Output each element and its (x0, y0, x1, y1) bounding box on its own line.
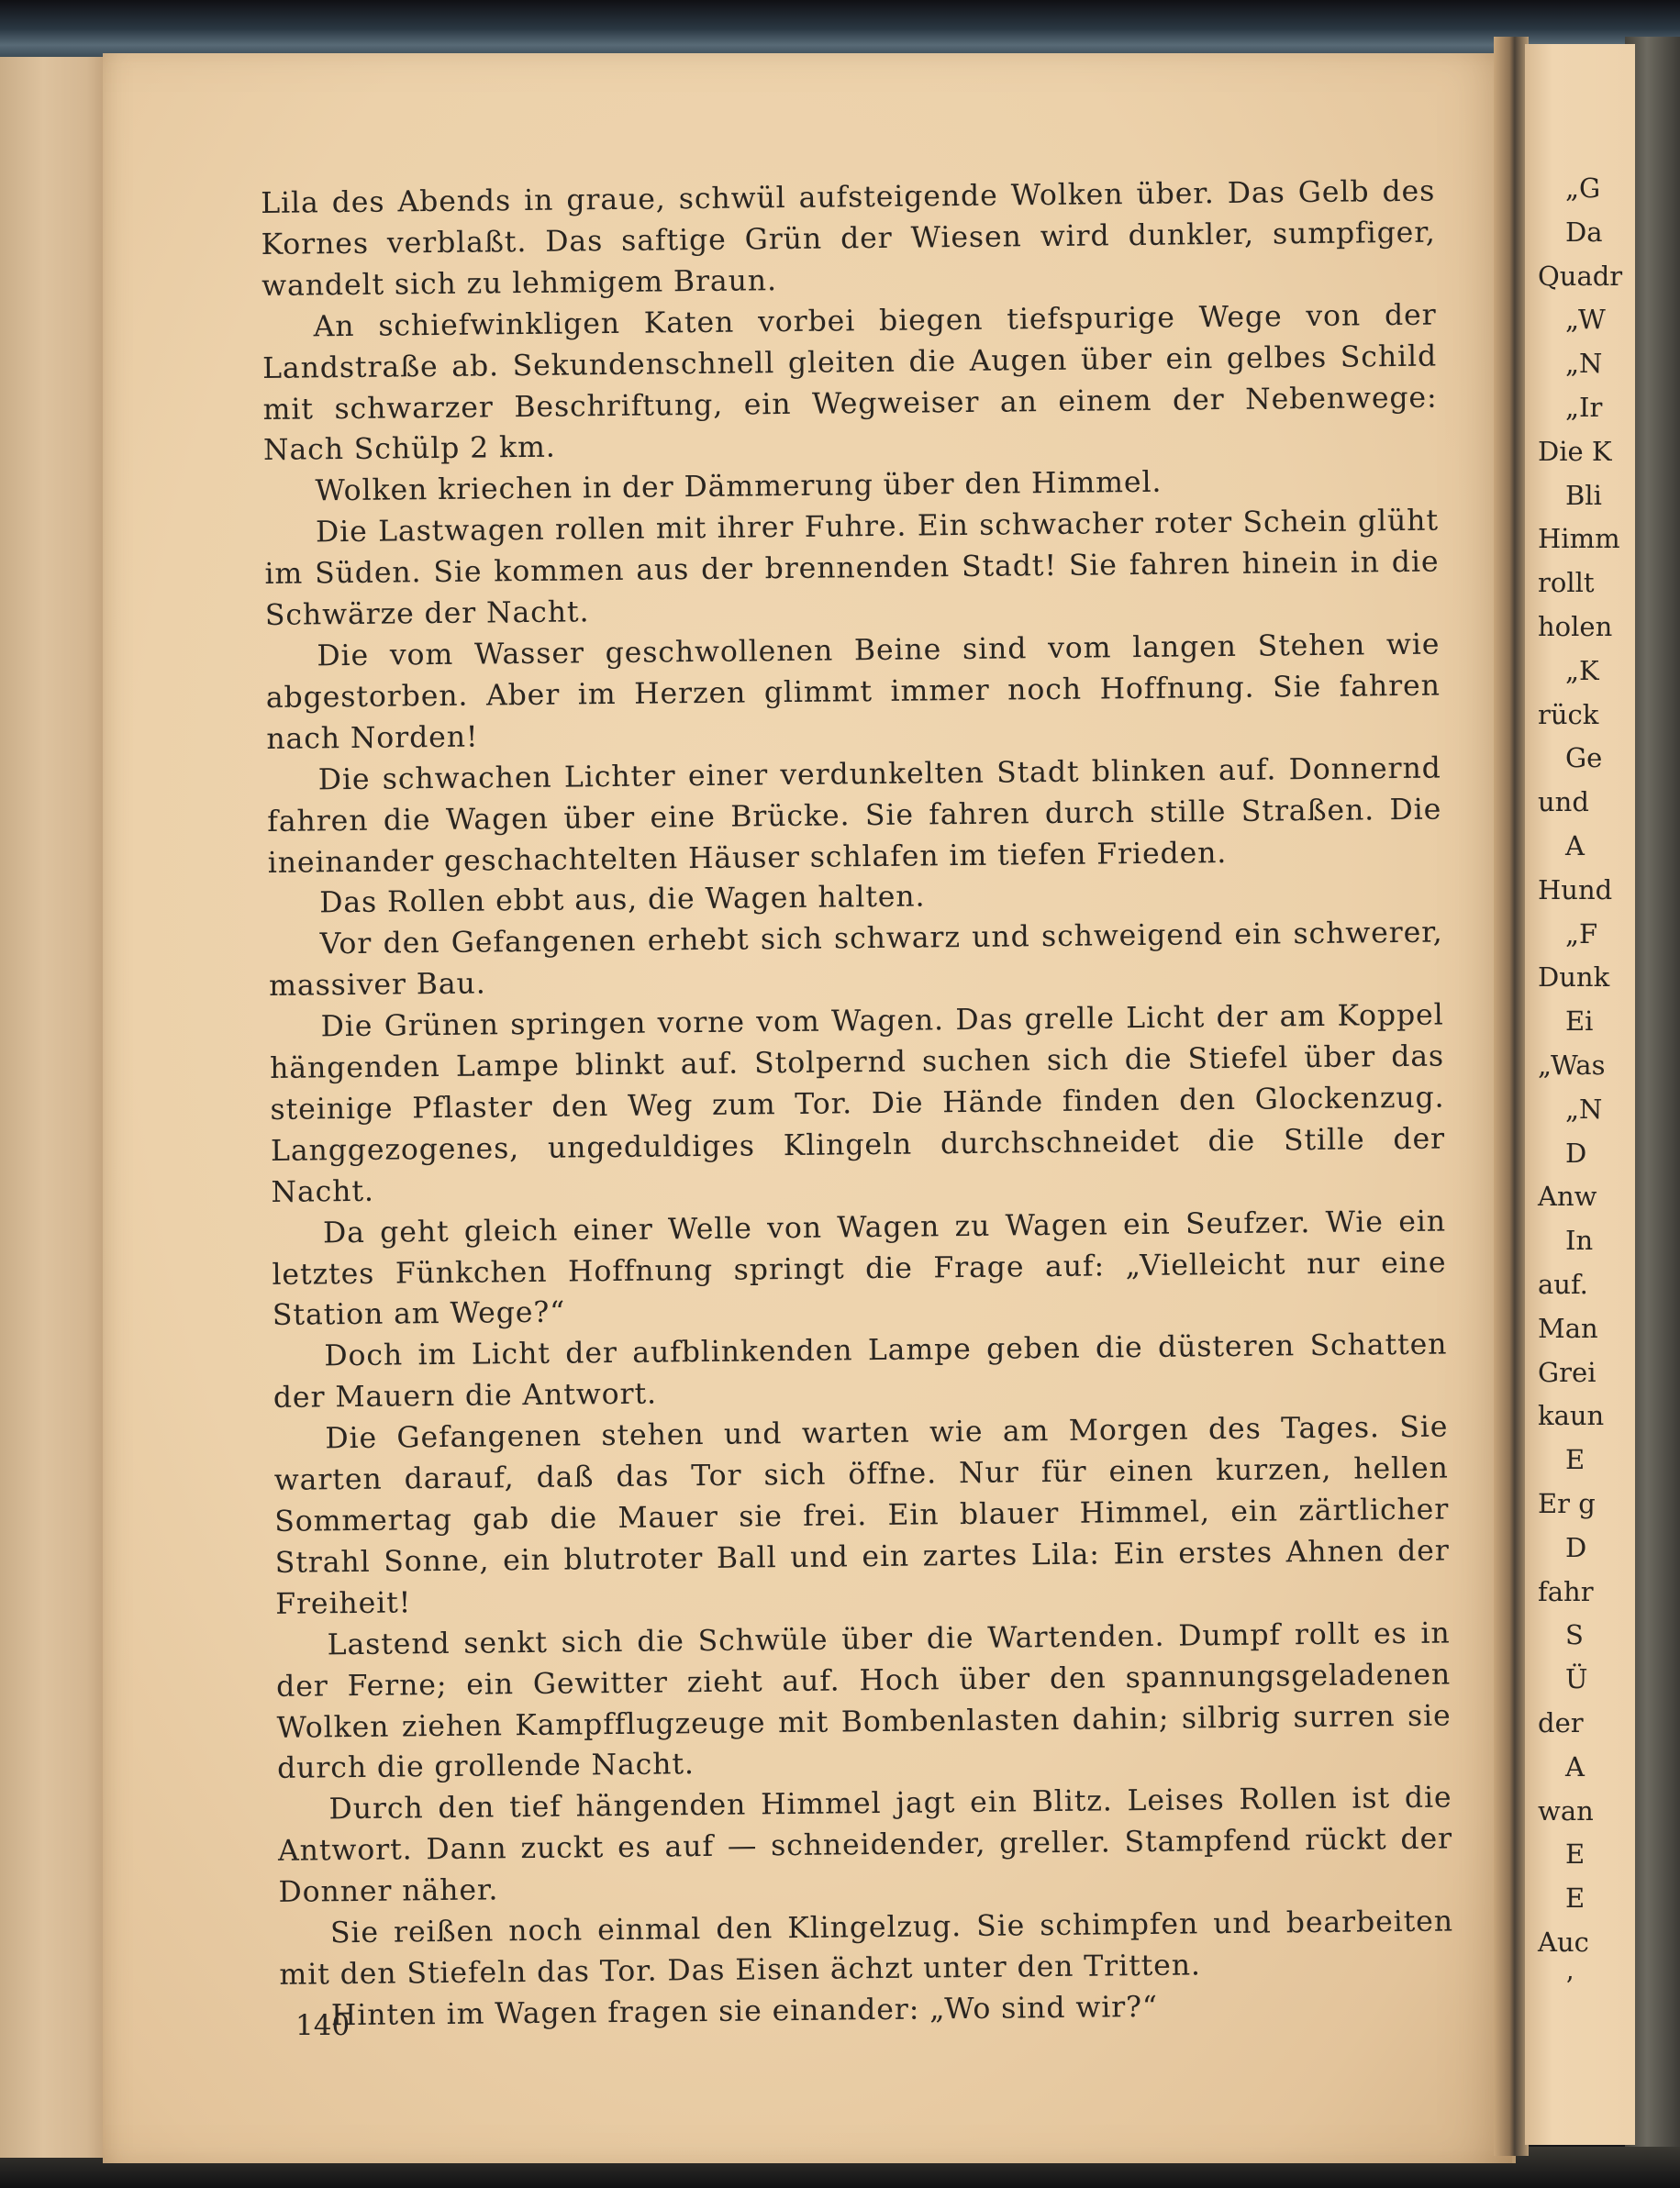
paragraph: Sie reißen noch einmal den Klingelzug. Sie schimpfen und bearbeiten mit den Stiefeln das Tor. Das Eisen ächzt unter den Tritten. (279, 1905, 1454, 1992)
right-page-line-fragment: Da (1565, 216, 1603, 248)
paragraph: Lastend senkt sich die Schwüle über die Wartenden. Dumpf rollt es in der Ferne; ein Gewitter zieht auf. Hoch über den spannungsgeladenen Wolken ziehen Kampfflugzeuge mit Bombenlasten dahin; silbrig surren sie durch die grollende Nacht. (275, 1616, 1452, 1786)
right-page-line-fragment: Man (1538, 1312, 1598, 1344)
page-number: 140 (295, 2009, 350, 2042)
right-page-line-fragment: „Ir (1565, 392, 1603, 423)
right-page-line-fragment: wan (1538, 1794, 1594, 1827)
paragraph: Da geht gleich einer Welle von Wagen zu Wagen ein Seufzer. Wie ein letztes Fünkchen Hoffnung springt die Frage auf: „Vielleicht nur eine Station am Wege?“ (272, 1205, 1447, 1333)
right-page-line-fragment: holen (1538, 611, 1613, 642)
right-page-line-fragment: „N (1565, 348, 1603, 380)
paragraph: Hinten im Wagen fragen sie einander: „Wo sind wir?“ (330, 1990, 1159, 2033)
right-page-line-fragment: Die K (1538, 435, 1612, 467)
right-page-line-fragment: und (1538, 786, 1589, 818)
paragraph: Wolken kriechen in der Dämmerung über den Himmel. (315, 466, 1163, 508)
right-page-line-fragment: rück (1538, 698, 1599, 730)
right-page-line-fragment: E (1565, 1838, 1585, 1871)
right-page-line-fragment: E (1565, 1883, 1585, 1915)
right-page-line-fragment: „N (1565, 1093, 1603, 1125)
paragraph: Das Rollen ebbt aus, die Wagen halten. (319, 880, 926, 920)
left-page-text (261, 172, 1454, 2038)
paragraph: An schiefwinkligen Katen vorbei biegen tiefspurige Wege von der Landstraße ab. Sekundenschnell gleiten die Augen über ein gelbes Schild mit schwarzer Beschriftung, ein Wegweiser an einem der Nebenwege: Nach Schülp 2 km. (261, 298, 1438, 468)
right-page-line-fragment: Hund (1538, 873, 1613, 905)
page-stack-edge (0, 57, 108, 2158)
paragraph: Vor den Gefangenen erhebt sich schwarz und schweigend ein schwerer, massiver Bau. (268, 916, 1443, 1004)
right-page-line-fragment: Bli (1565, 479, 1602, 511)
right-page-line-fragment: S (1565, 1619, 1584, 1651)
right-page-line-fragment: Dunk (1538, 961, 1610, 994)
right-page-line-fragment: Grei (1538, 1356, 1597, 1388)
right-page-line-fragment: Ei (1565, 1005, 1594, 1038)
right-page-line-fragment: Himm (1538, 523, 1620, 555)
right-page-line-fragment: „F (1565, 917, 1598, 950)
right-page-line-fragment: E (1565, 1444, 1585, 1476)
right-page-line-fragment: Er g (1538, 1488, 1596, 1519)
right-page-line-fragment: Ge (1565, 742, 1603, 774)
right-page-line-fragment: „W (1565, 304, 1606, 336)
right-page-line-fragment: „G (1565, 172, 1601, 204)
right-page (1525, 44, 1635, 2145)
right-page-line-fragment: kaun (1538, 1400, 1605, 1432)
right-page-line-fragment: „Was (1538, 1050, 1606, 1081)
right-page-line-fragment: D (1565, 1531, 1587, 1563)
right-page-line-fragment: „K (1565, 654, 1599, 686)
paragraph: Lila des Abends in graue, schwül aufsteigende Wolken über. Das Gelb des Kornes verblaßt. Das saftige Grün der Wiesen wird dunkler, sumpfiger, wandelt sich zu lehmigem Braun. (261, 174, 1436, 303)
right-page-line-fragment: der (1538, 1707, 1584, 1738)
right-page-line-fragment: A (1565, 830, 1585, 861)
right-page-line-fragment: ’ (1565, 1970, 1574, 2002)
right-page-line-fragment: auf. (1538, 1269, 1588, 1300)
right-page-line-fragment: Auc (1538, 1927, 1589, 1958)
right-page-line-fragment: A (1565, 1750, 1585, 1783)
right-page-line-fragment: fahr (1538, 1575, 1594, 1607)
right-page-line-fragment: Ü (1565, 1663, 1588, 1695)
paragraph: Durch den tief hängenden Himmel jagt ein Blitz. Leises Rollen ist die Antwort. Dann zuckt es auf — schneidender, greller. Stampfend rückt der Donner näher. (277, 1781, 1453, 1910)
right-page-line-fragment: D (1565, 1137, 1587, 1169)
paragraph: Die Lastwagen rollen mit ihrer Fuhre. Ein schwacher roter Schein glüht im Süden. Sie kommen aus der brennenden Stadt! Sie fahren hinein in die Schwärze der Nacht. (264, 504, 1440, 633)
book-gutter (1494, 37, 1529, 2156)
paragraph: Die Gefangenen stehen und warten wie am Morgen des Tages. Sie warten darauf, daß das Tor sich öffne. Nur für einen kurzen, hellen Sommertag gab die Mauer sie frei. Ein blauer Himmel, ein zärtlicher Strahl Sonne, ein blutroter Ball und ein zartes Lila: Ein erstes Ahnen der Freiheit! (273, 1410, 1450, 1621)
paragraph: Die vom Wasser geschwollenen Beine sind vom langen Stehen wie abgestorben. Aber im Herzen glimmt immer noch Hoffnung. Sie fahren nach Norden! (265, 628, 1441, 756)
right-page-line-fragment: Quadr (1538, 260, 1623, 292)
paragraph: Doch im Licht der aufblinkenden Lampe geben die düsteren Schatten der Mauern die Antwort. (273, 1327, 1448, 1416)
right-page-line-fragment: In (1565, 1225, 1594, 1257)
right-page-line-fragment: Anw (1538, 1181, 1597, 1213)
paragraph: Die Grünen springen vorne vom Wagen. Das grelle Licht der am Koppel hängenden Lampe blinkt auf. Stolpernd suchen sich die Stiefel über das steinige Pflaster den Weg zum Tor. Die Hände finden den Glockenzug. Langgezogenes, ungeduldiges Klingeln durchschneidet die Stille der Nacht. (269, 998, 1446, 1209)
paragraph: Die schwachen Lichter einer verdunkelten Stadt blinken auf. Donnernd fahren die Wagen über eine Brücke. Sie fahren durch stille Straßen. Die ineinander geschachtelten Häuser schlafen im tiefen Frieden. (267, 751, 1442, 880)
right-page-line-fragment: rollt (1538, 567, 1595, 599)
